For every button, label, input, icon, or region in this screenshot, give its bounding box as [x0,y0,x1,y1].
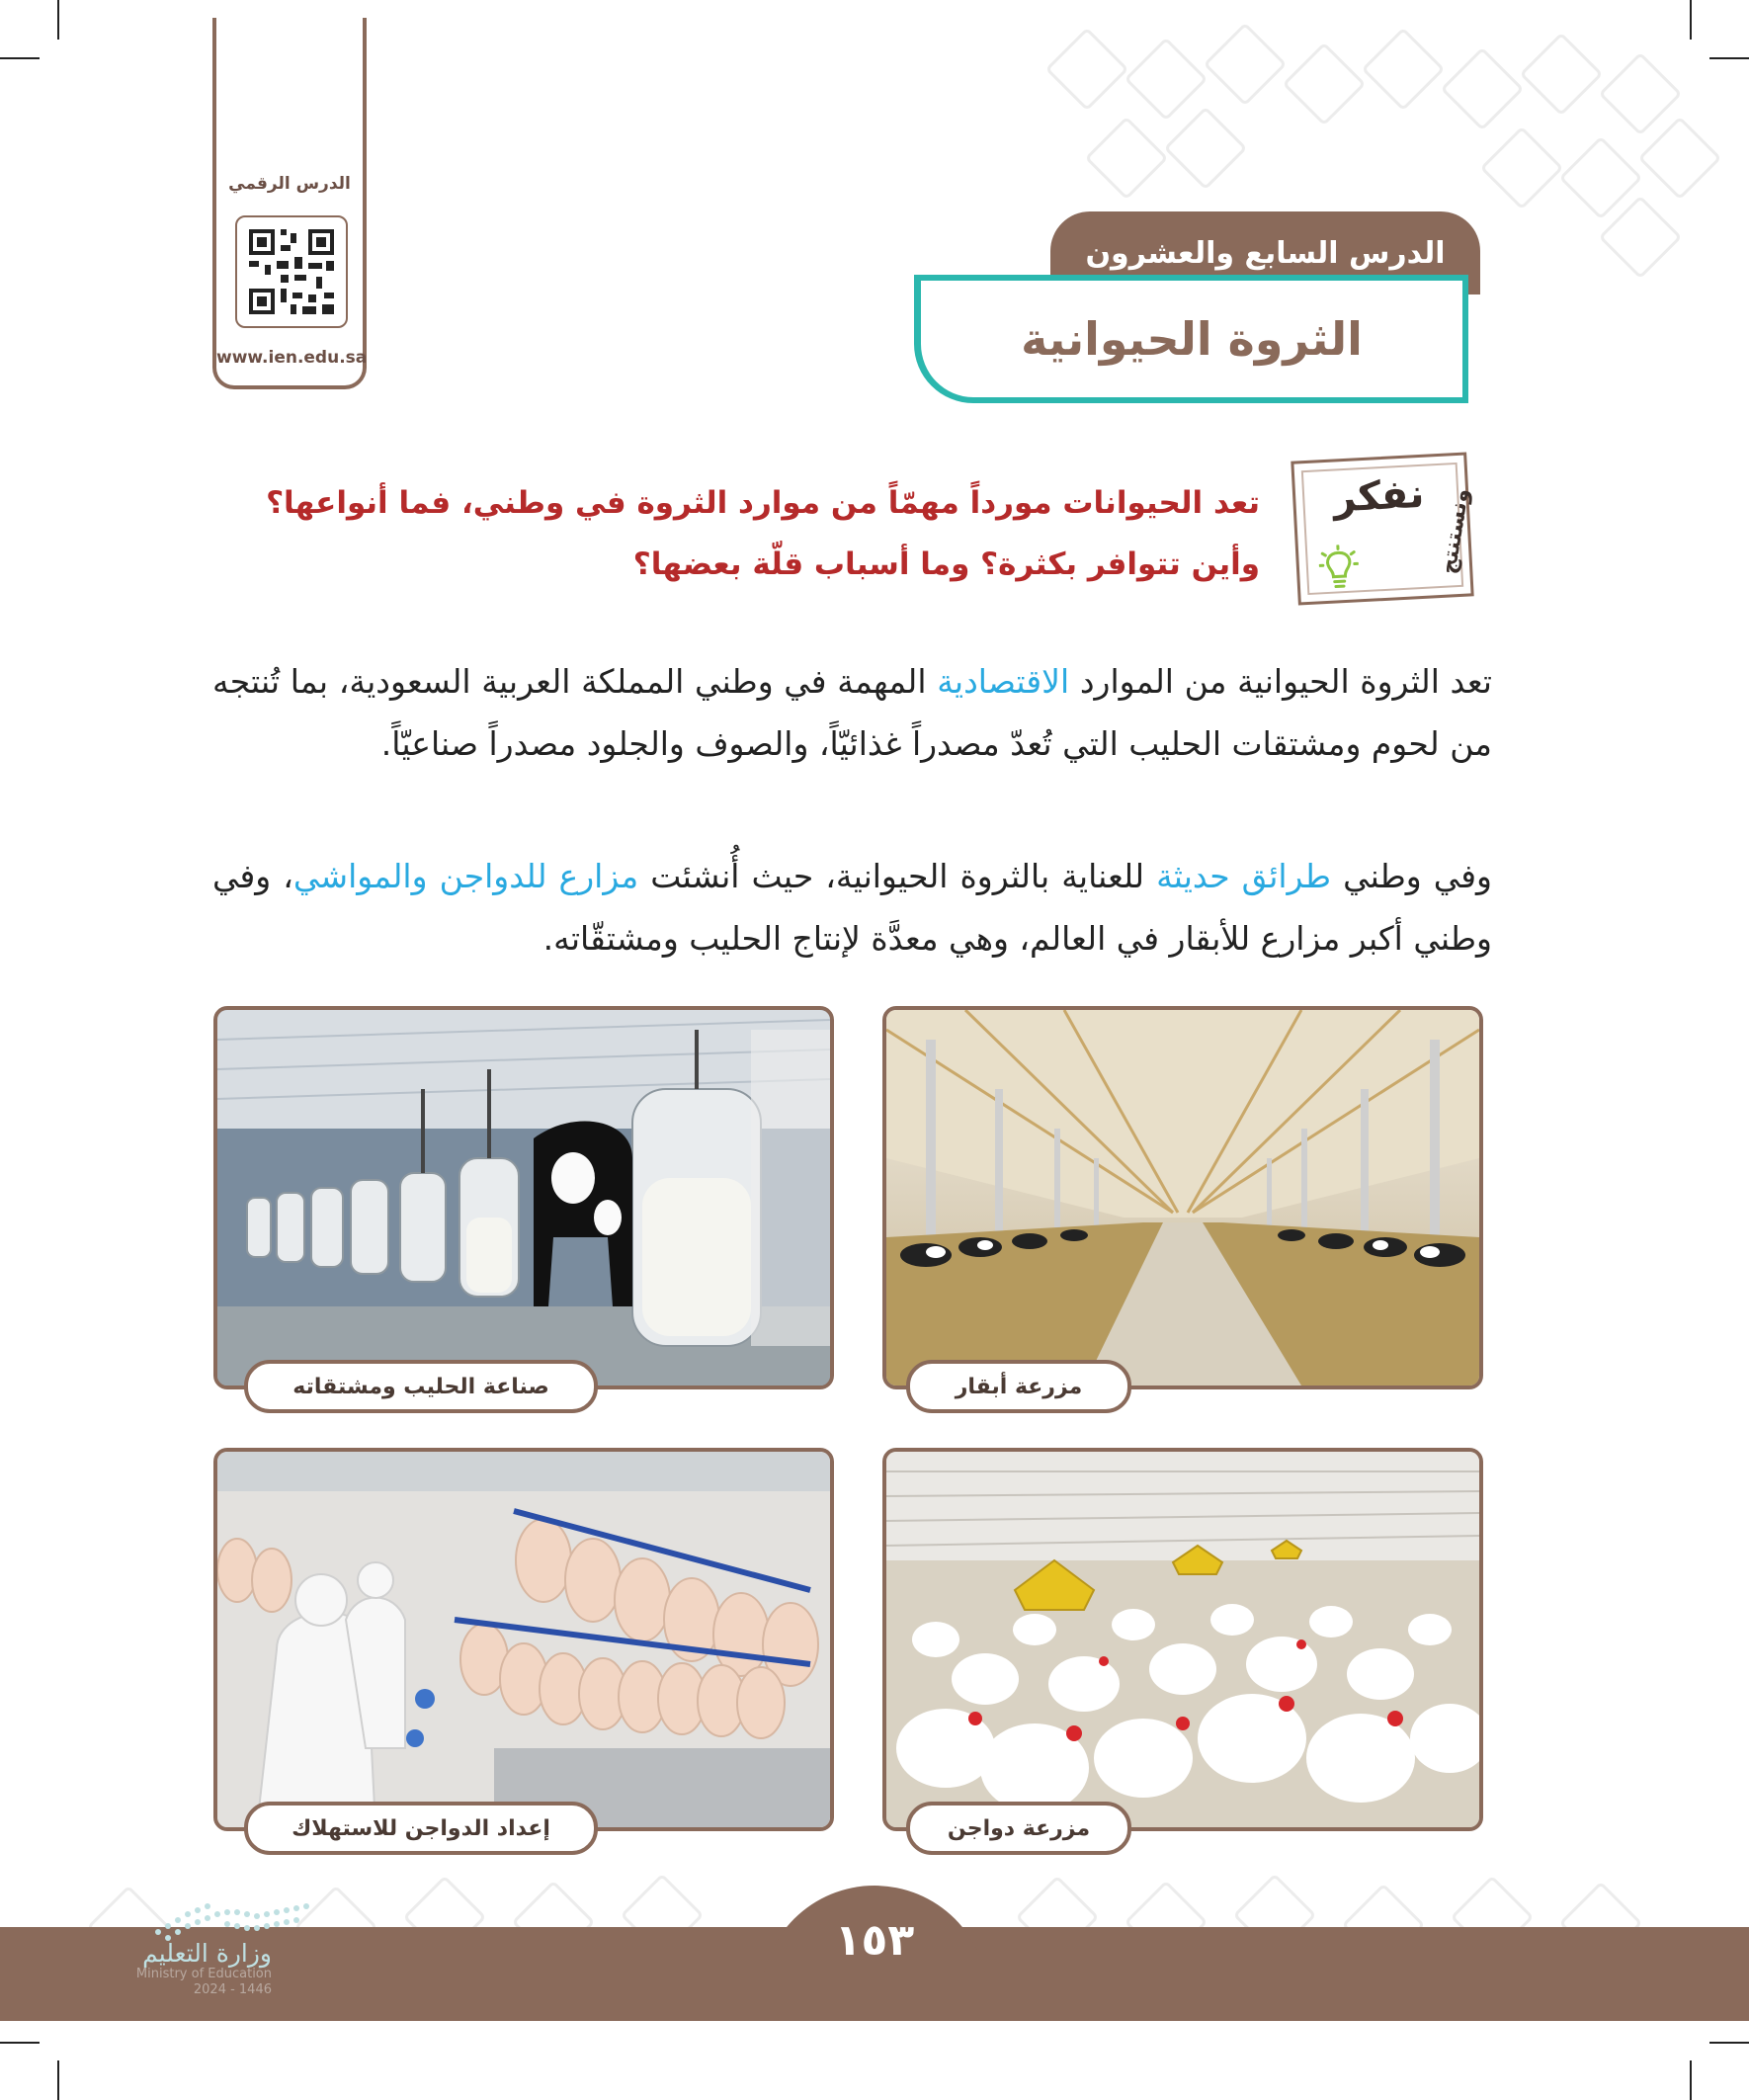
poultry-farm-caption: مزرعة دواجن [906,1802,1131,1855]
keyword-economic: الاقتصادية [937,662,1070,701]
keyword-farms: مزارع للدواجن والمواشي [292,857,639,895]
paragraph-2-text-c: ، وفي وطني أكبر مزارع للأبقار في العالم، وهي معدَّة لإنتاج الحليب ومشتقّاته. [212,857,1492,958]
lesson-number-tab: الدرس السابع والعشرون [1050,211,1480,294]
keyword-modern-methods: طرائق حديثة [1156,857,1332,895]
cattle-farm-photo [882,1006,1483,1389]
think-label: نفكر [1332,470,1426,522]
poultry-farm-photo [882,1448,1483,1831]
paragraph-1-text-b: المهمة في وطني المملكة العربية السعودية، بما تُنتجه من لحوم ومشتقات الحليب التي تُعدّ مصدراً غذائيّاً، والصوف والجلود مصدراً صناعيّاً. [212,662,1492,763]
qr-code-icon[interactable] [235,215,348,328]
digital-lesson-label: الدرس الرقمي [228,174,351,194]
think-infer-badge [1291,452,1473,605]
ministry-name-en: Ministry of Education [135,1967,272,1981]
paragraph-1 [212,650,1492,775]
dairy-industry-photo [213,1006,834,1389]
dairy-industry-caption: صناعة الحليب ومشتقاته [244,1360,598,1413]
poultry-processing-caption: إعداد الدواجن للاستهلاك [244,1802,598,1855]
digital-lesson-url[interactable]: www.ien.edu.sa [216,348,368,368]
paragraph-2-text-b: للعناية بالثروة الحيوانية، حيث أُنشئت [638,857,1157,895]
lesson-title: الثروة الحيوانية [914,275,1468,403]
lightbulb-icon [1318,544,1360,591]
infer-label: ونستنتج [1436,486,1474,576]
ministry-year: 2024 - 1446 [193,1982,272,1997]
ministry-name: وزارة التعليم [142,1939,272,1968]
paragraph-2 [212,845,1492,969]
cattle-farm-caption: مزرعة أبقار [906,1360,1131,1413]
digital-lesson-tab[interactable] [212,18,367,389]
poultry-processing-photo [213,1448,834,1831]
guiding-question: تعد الحيوانات مورداً مهمّاً من موارد الثروة في وطني، فما أنواعها؟ وأين تتوافر بكثرة؟ وما أسباب قلّة بعضها؟ [266,485,1260,582]
paragraph-2-text-a: وفي وطني [1331,857,1492,895]
page-number: ١٥٣ [761,1886,988,2014]
paragraph-1-text-a: تعد الثروة الحيوانية من الموارد [1069,662,1492,701]
